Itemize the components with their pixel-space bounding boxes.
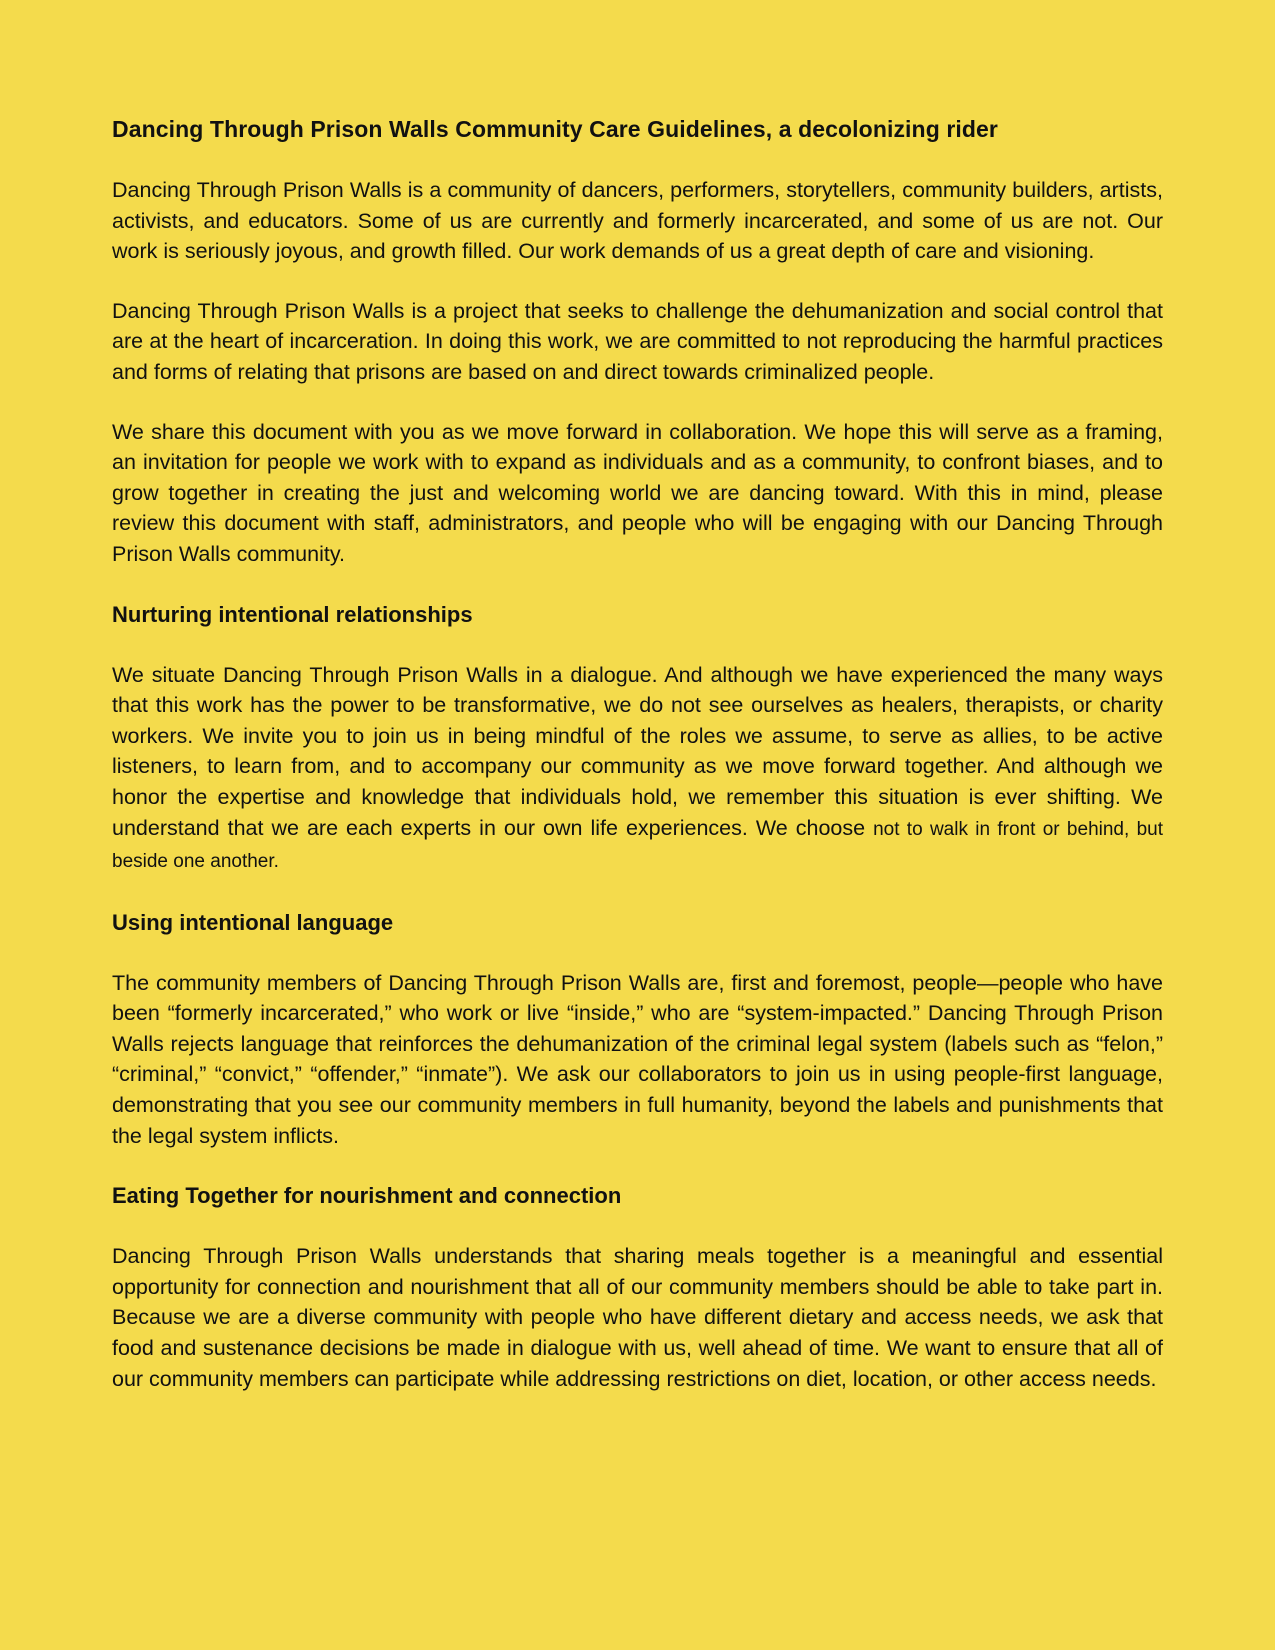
section-body-relationships (112, 660, 1163, 878)
section-body-eating: Dancing Through Prison Walls understands that sharing meals together is a meaningful and essential opportunity for connection and nourishment that all of our community members should be able to take part in. Because we are a diverse community with people who have different dietary and access needs, we ask that food and sustenance decisions be made in dialogue with us, well ahead of time. We want to ensure that all of our community members can participate while addressing restrictions on diet, location, or other access needs. (112, 1244, 1163, 1391)
relationships-body-text: We situate Dancing Through Prison Walls in a dialogue. And although we have experienced the many ways that this work has the power to be transformative, we do not see ourselves as healers, therapists, or charity workers. We invite you to join us in being mindful of the roles we assume, to serve as allies, to be active listeners, to learn from, and to accompany our community as we move forward together. And although we honor the expertise and knowledge that individuals hold, we remember this situation is ever shifting. We understand that we are each experts in our own life experiences. We choose (112, 662, 1163, 840)
relationships-body-small-text: not to walk in front or behind, but beside one another. (112, 818, 1163, 873)
document-title: Dancing Through Prison Walls Community Care Guidelines, a decolonizing rider (112, 116, 998, 142)
section-heading-eating: Eating Together for nourishment and connection (112, 1183, 622, 1209)
intro-paragraph-2: Dancing Through Prison Walls is a project that seeks to challenge the dehumanization and social control that are at the heart of incarceration. In doing this work, we are committed to not reproducing the harmful practices and forms of relating that prisons are based on and direct towards criminalized people. (112, 298, 1163, 384)
intro-paragraph-1: Dancing Through Prison Walls is a community of dancers, performers, storytellers, community builders, artists, activists, and educators. Some of us are currently and formerly incarcerated, and some of us are not. Our work is seriously joyous, and growth filled. Our work demands of us a great depth of care and visioning. (112, 178, 1163, 264)
section-heading-language: Using intentional language (112, 909, 394, 935)
section-body-language: The community members of Dancing Through Prison Walls are, first and foremost, people—people who have been “formerly incarcerated,” who work or live “inside,” who are “system-impacted.” Dancing Through Prison Walls rejects language that reinforces the dehumanization of the criminal legal system (labels such as “felon,” “criminal,” “convict,” “offender,” “inmate”). We ask our collaborators to join us in using people-first language, demonstrating that you see our community members in full humanity, beyond the labels and punishments that the legal system inflicts. (112, 970, 1163, 1148)
intro-paragraph-3: We share this document with you as we move forward in collaboration. We hope this will serve as a framing, an invitation for people we work with to expand as individuals and as a community, to confront biases, and to grow together in creating the just and welcoming world we are dancing toward. With this in mind, please review this document with staff, administrators, and people who will be engaging with our Dancing Through Prison Walls community. (112, 419, 1163, 566)
section-heading-relationships: Nurturing intentional relationships (112, 601, 473, 627)
